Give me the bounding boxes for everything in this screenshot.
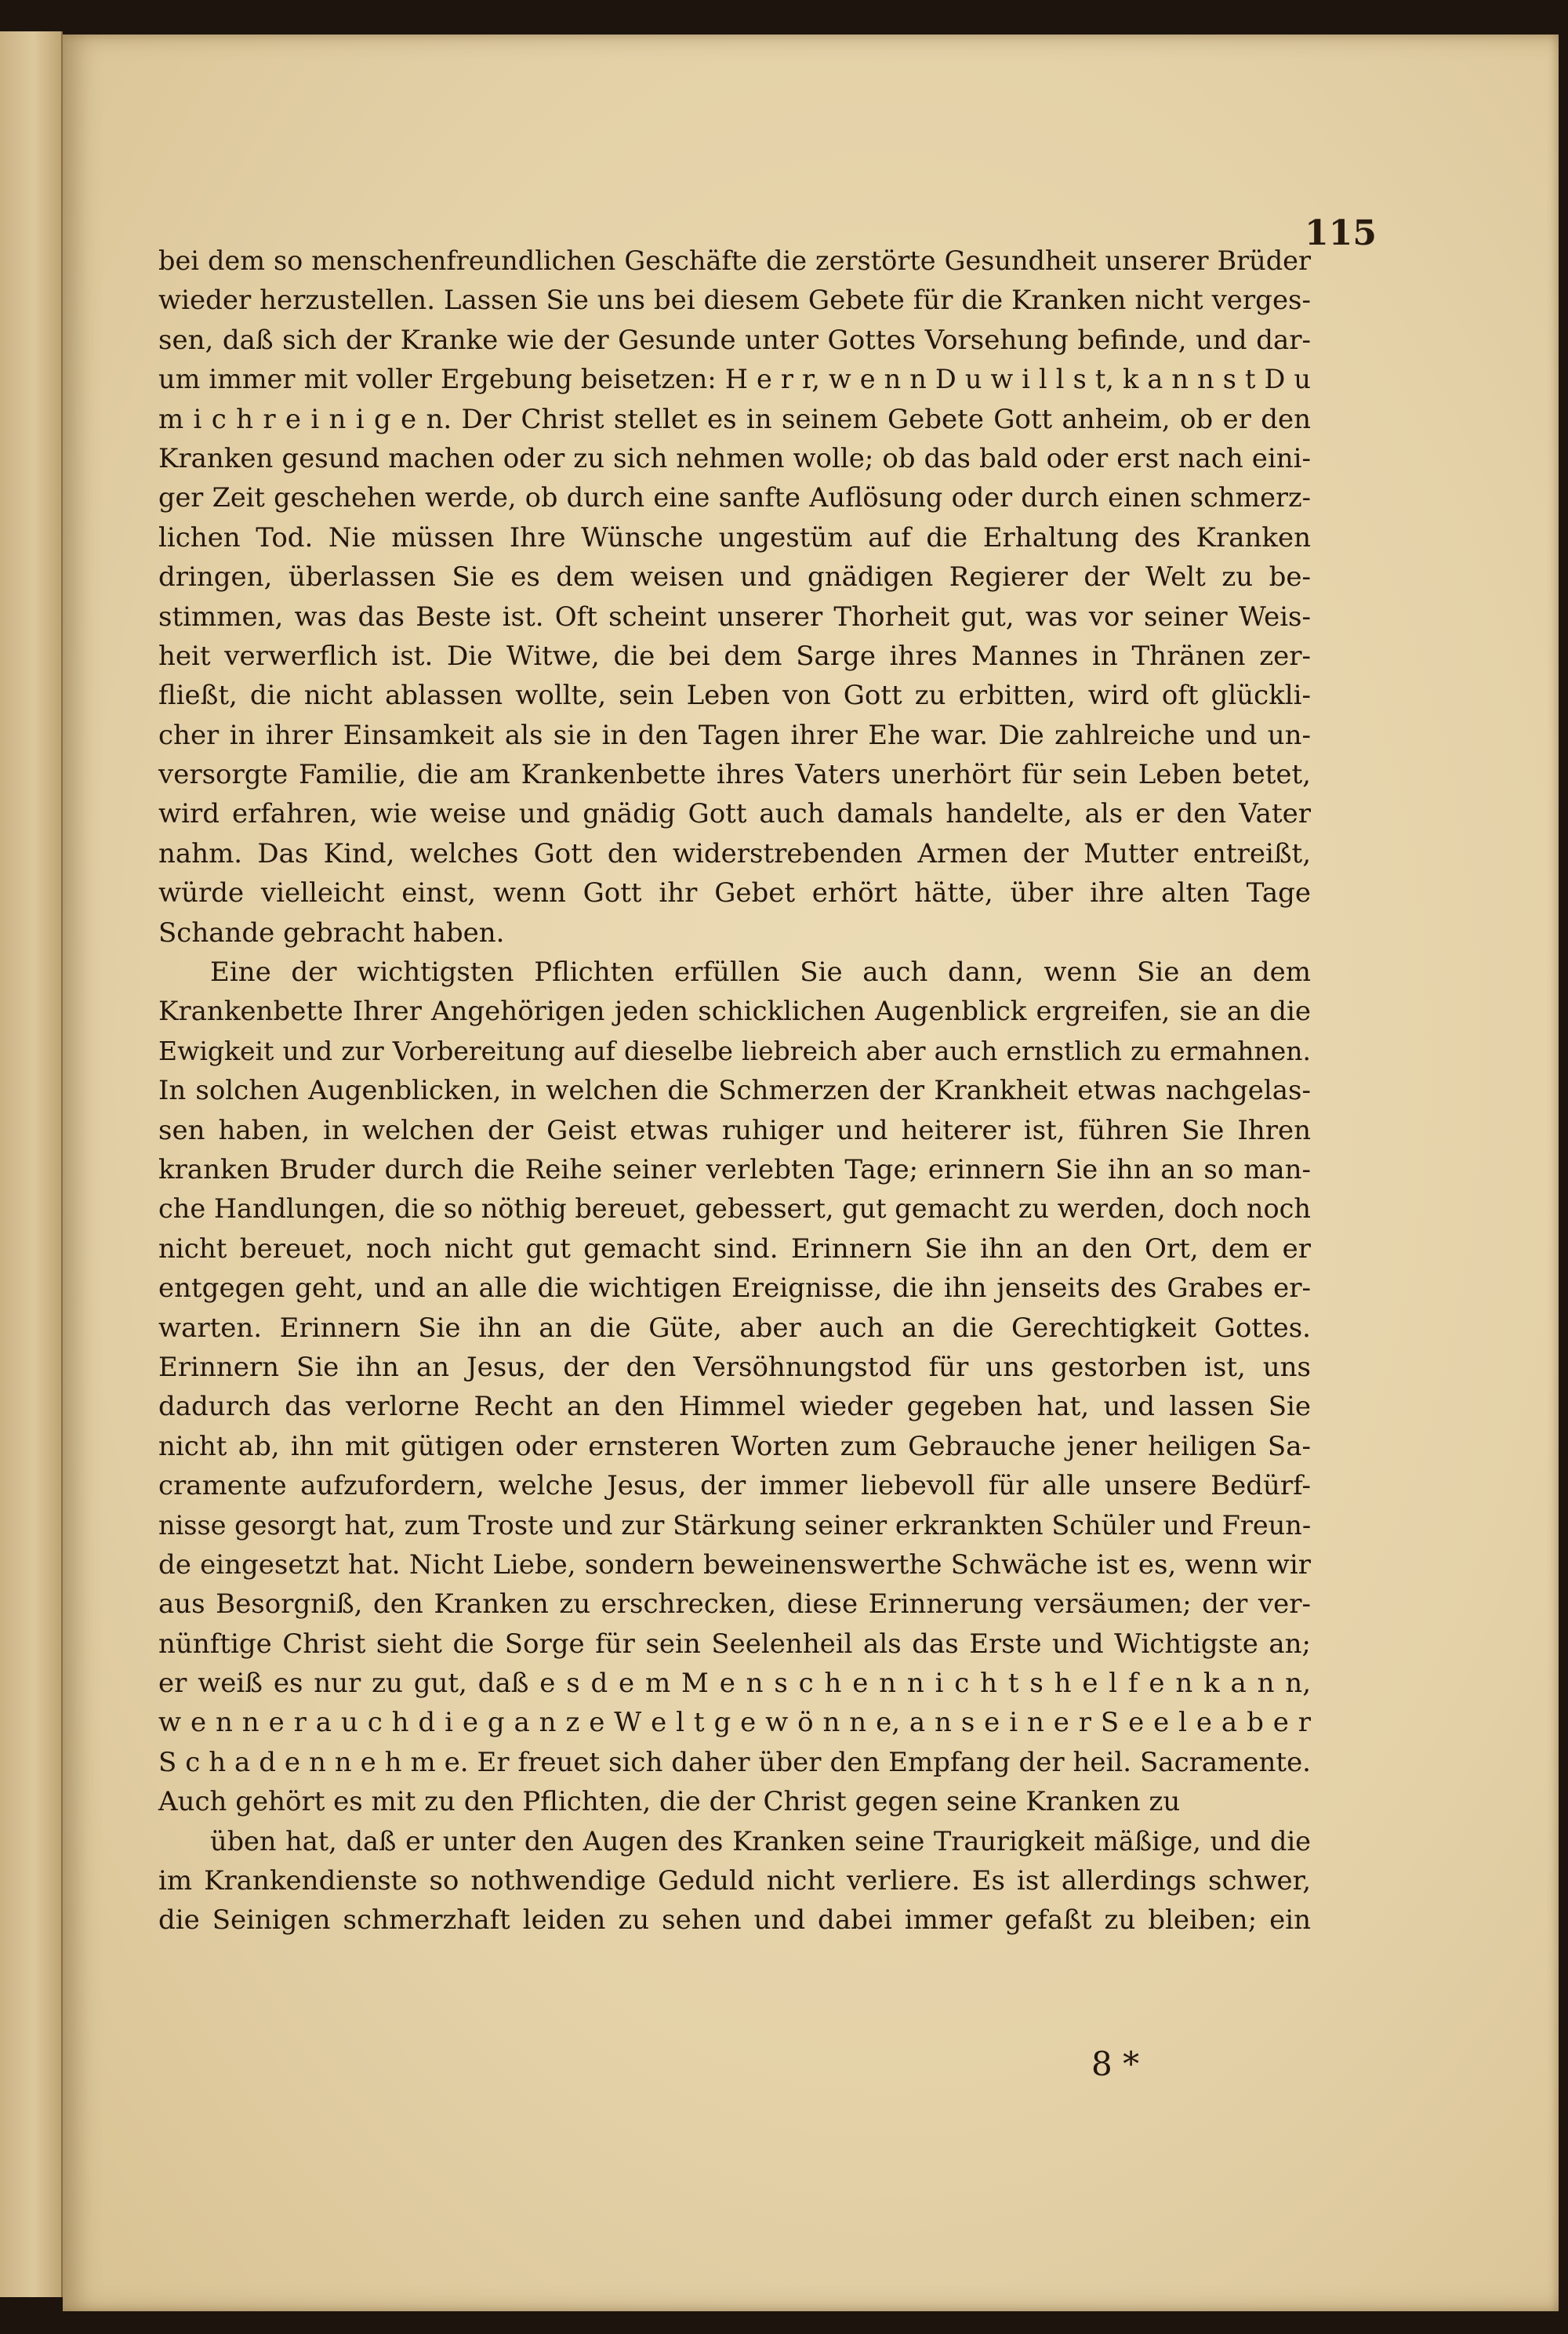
- text-line: cher in ihrer Einsamkeit als sie in den Tagen ihrer Ehe war. Die zahlreiche und un-: [158, 719, 1311, 751]
- text-line: nisse gesorgt hat, zum Troste und zur Stärkung seiner erkrankten Schüler und Freun-: [158, 1509, 1312, 1541]
- text-line: ger Zeit geschehen werde, ob durch eine sanfte Auflösung oder durch einen schmerz-: [158, 482, 1311, 514]
- text-line: Kranken gesund machen oder zu sich nehmen wolle; ob das bald oder erst nach eini-: [158, 442, 1311, 474]
- text-line: wird erfahren, wie weise und gnädig Gott auch damals handelte, als er den Vater: [158, 798, 1311, 830]
- text-line: w e n n e r a u c h d i e g a n z e W e l t g e w ö n n e, a n s e i n e r S e e l e a b e r: [158, 1707, 1311, 1739]
- text-line: dadurch das verlorne Recht an den Himmel wieder gegeben hat, und lassen Sie: [158, 1391, 1311, 1423]
- text-line: Auch gehört es mit zu den Pflichten, die der Christ gegen seine Kranken zu: [158, 1786, 1181, 1818]
- text-line: Ewigkeit und zur Vorbereitung auf dieselbe liebreich aber auch ernstlich zu ermahnen.: [158, 1035, 1311, 1066]
- text-line: lichen Tod. Nie müssen Ihre Wünsche ungestüm auf die Erhaltung des Kranken: [158, 521, 1311, 554]
- text-line: würde vielleicht einst, wenn Gott ihr Gebet erhört hätte, über ihre alten Tage: [158, 877, 1311, 909]
- text-line: die Seinigen schmerzhaft leiden zu sehen und dabei immer gefaßt zu bleiben; ein: [158, 1904, 1311, 1937]
- text-line: nahm. Das Kind, welches Gott den widerstrebenden Armen der Mutter entreißt,: [158, 837, 1311, 869]
- text-line: Erinnern Sie ihn an Jesus, der den Versöhnungstod für uns gestorben ist, uns: [158, 1351, 1311, 1383]
- text-line: Krankenbette Ihrer Angehörigen jeden schicklichen Augenblick ergreifen, sie an die: [158, 996, 1311, 1028]
- text-line: entgegen geht, und an alle die wichtigen Ereignisse, die ihn jenseits des Grabes er-: [158, 1272, 1311, 1305]
- text-line: che Handlungen, die so nöthig bereuet, gebessert, gut gemacht zu werden, doch noch: [158, 1193, 1311, 1225]
- body-text: [158, 241, 1311, 1980]
- text-line: sen haben, in welchen der Geist etwas ruhiger und heiterer ist, führen Sie Ihren: [158, 1114, 1311, 1146]
- text-line: sen, daß sich der Kranke wie der Gesunde unter Gottes Vorsehung befinde, und dar-: [158, 324, 1311, 356]
- text-line: cramente aufzufordern, welche Jesus, der immer liebevoll für alle unsere Bedürf-: [158, 1470, 1311, 1502]
- text-line: versorgte Familie, die am Krankenbette ihres Vaters unerhört für sein Leben betet,: [158, 759, 1311, 791]
- text-line: im Krankendienste so nothwendige Geduld nicht verliere. Es ist allerdings schwer,: [158, 1865, 1311, 1897]
- signature-mark: 8 *: [1091, 2045, 1140, 2083]
- text-line: heit verwerflich ist. Die Witwe, die bei dem Sarge ihres Mannes in Thränen zer-: [158, 640, 1311, 672]
- text-line: aus Besorgniß, den Kranken zu erschrecken, diese Erinnerung versäumen; der ver-: [158, 1588, 1311, 1621]
- text-line: m i c h r e i n i g e n. Der Christ stellet es in seinem Gebete Gott anheim, ob er den: [158, 403, 1311, 435]
- text-line: nicht ab, ihn mit gütigen oder ernsteren Worten zum Gebrauche jener heiligen Sa-: [158, 1430, 1311, 1462]
- text-line: [158, 1940, 1311, 1980]
- text-line: warten. Erinnern Sie ihn an die Güte, aber auch an die Gerechtigkeit Gottes.: [158, 1312, 1311, 1344]
- paragraph-start-line: üben hat, daß er unter den Augen des Kranken seine Traurigkeit mäßige, und die: [210, 1825, 1311, 1857]
- text-line: de eingesetzt hat. Nicht Liebe, sondern beweinenswerthe Schwäche ist es, wenn wir: [158, 1548, 1311, 1581]
- text-line: fließt, die nicht ablassen wollte, sein Leben von Gott zu erbitten, wird oft glückli-: [158, 680, 1311, 712]
- paragraph-start-line: Eine der wichtigsten Pflichten erfüllen Sie auch dann, wenn Sie an dem: [210, 956, 1311, 989]
- text-line: er weiß es nur zu gut, daß e s d e m M e n s c h e n n i c h t s h e l f e n k a n n,: [158, 1668, 1311, 1700]
- text-line: nicht bereuet, noch nicht gut gemacht sind. Erinnern Sie ihn an den Ort, dem er: [158, 1232, 1311, 1265]
- text-line: um immer mit voller Ergebung beisetzen: H e r r, w e n n D u w i l l s t, k a n n s t D u: [158, 364, 1311, 395]
- text-line: S c h a d e n n e h m e. Er freuet sich daher über den Empfang der heil. Sacramente.: [158, 1746, 1311, 1778]
- page-number: 115: [1305, 213, 1377, 253]
- text-line: dringen, überlassen Sie es dem weisen und gnädigen Regierer der Welt zu be-: [158, 561, 1311, 593]
- text-line: kranken Bruder durch die Reihe seiner verlebten Tage; erinnern Sie ihn an so man-: [158, 1153, 1311, 1185]
- text-line: In solchen Augenblicken, in welchen die Schmerzen der Krankheit etwas nachgelas-: [158, 1075, 1311, 1107]
- text-line: Schande gebracht haben.: [158, 917, 505, 949]
- text-line: wieder herzustellen. Lassen Sie uns bei diesem Gebete für die Kranken nicht verges-: [158, 285, 1311, 317]
- left-page-edge: [0, 31, 63, 2297]
- text-line: stimmen, was das Beste ist. Oft scheint unserer Thorheit gut, was vor seiner Weis-: [158, 601, 1311, 633]
- text-line: bei dem so menschenfreundlichen Geschäfte die zerstörte Gesundheit unserer Brüder: [158, 245, 1311, 276]
- text-line: nünftige Christ sieht die Sorge für sein Seelenheil als das Erste und Wichtigste an;: [158, 1628, 1311, 1660]
